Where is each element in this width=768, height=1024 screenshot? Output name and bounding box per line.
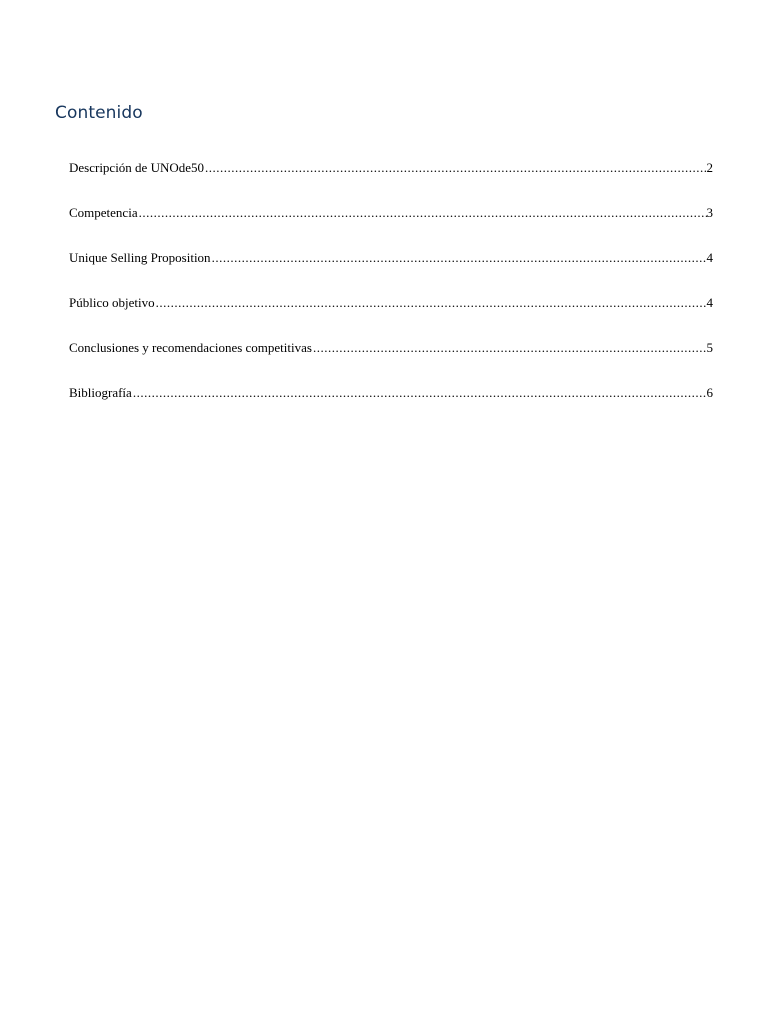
toc-entry[interactable]	[69, 205, 713, 250]
toc-dot-leader	[139, 205, 707, 221]
toc-entry-title: Conclusiones y recomendaciones competitivas	[69, 340, 312, 355]
toc-entry-title: Bibliografía	[69, 385, 132, 400]
toc-entry-title: Unique Selling Proposition	[69, 250, 211, 265]
toc-page-number: 5	[706, 340, 713, 355]
toc-entry-title: Público objetivo	[69, 295, 155, 310]
toc-entry[interactable]	[69, 385, 713, 430]
toc-entry[interactable]	[69, 160, 713, 205]
toc-dot-leader	[156, 295, 707, 311]
toc-heading: Contenido	[55, 103, 143, 123]
toc-page-number: 6	[706, 385, 713, 400]
toc-page-number: 3	[706, 205, 713, 220]
toc-entry[interactable]	[69, 340, 713, 385]
toc-page-number: 4	[706, 250, 713, 265]
toc-entry[interactable]	[69, 295, 713, 340]
toc-dot-leader	[212, 250, 707, 266]
toc-dot-leader	[313, 340, 707, 356]
toc-entry-title: Competencia	[69, 205, 138, 220]
toc-dot-leader	[205, 160, 706, 176]
toc-page-number: 4	[706, 295, 713, 310]
toc-page-number: 2	[706, 160, 713, 175]
toc-entry-title: Descripción de UNOde50	[69, 160, 205, 175]
table-of-contents	[69, 160, 713, 430]
toc-dot-leader	[133, 385, 707, 401]
toc-entry[interactable]	[69, 250, 713, 295]
